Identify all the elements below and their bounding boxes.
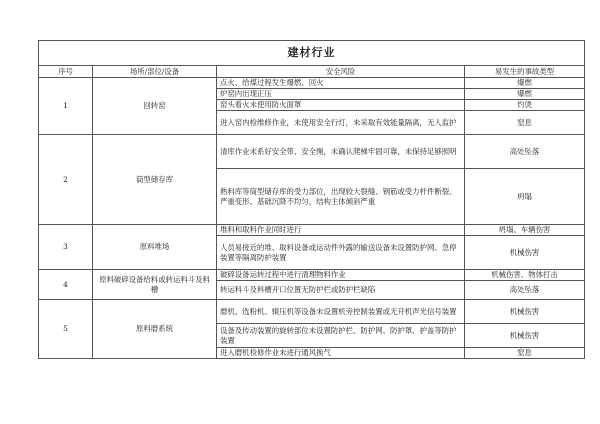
table-row (39, 270, 585, 281)
accident-cell: 坍塌、车辆伤害 (465, 225, 585, 236)
risk-cell: 进入磨机检修作业未进行通风换气 (217, 348, 465, 359)
risk-table (38, 40, 585, 359)
risk-cell: 熟料库等筒型储存库的受力部位，出现较大裂缝、钢筋或受力杆件断裂、严重变形、基础沉降不均匀，结构主体倾斜严重 (217, 169, 465, 225)
accident-cell: 机械伤害 (465, 236, 585, 270)
place-cell: 回转窑 (93, 78, 217, 135)
accident-cell: 机械伤害 (465, 300, 585, 324)
accident-cell: 窒息 (465, 111, 585, 135)
row-number: 5 (39, 300, 93, 359)
row-number: 4 (39, 270, 93, 300)
accident-cell: 坍塌 (465, 169, 585, 225)
risk-sheet (38, 40, 584, 359)
risk-cell: 点火、给煤过程发生爆燃、回火 (217, 78, 465, 89)
risk-cell: 堆料和取料作业同时进行 (217, 225, 465, 236)
risk-cell: 设备及传动装置的旋转部位未设置防护栏、防护网、防护罩、护盖等防护装置 (217, 324, 465, 348)
accident-cell: 爆燃 (465, 89, 585, 100)
place-cell: 原料破碎设备给料或转运料斗及料槽 (93, 270, 217, 300)
risk-cell: 炉窑内出现正压 (217, 89, 465, 100)
accident-cell: 高处坠落 (465, 135, 585, 169)
accident-cell: 机械伤害、物体打击 (465, 270, 585, 281)
header-no: 序号 (39, 66, 93, 78)
accident-cell: 爆燃 (465, 78, 585, 89)
accident-cell: 窒息 (465, 348, 585, 359)
table-row (39, 135, 585, 169)
place-cell: 筒型储存库 (93, 135, 217, 225)
accident-cell: 灼烫 (465, 100, 585, 111)
header-place: 场所/部位/设备 (93, 66, 217, 78)
place-cell: 原料堆场 (93, 225, 217, 270)
row-number: 3 (39, 225, 93, 270)
sheet-title: 建材行业 (39, 41, 585, 66)
table-row (39, 225, 585, 236)
header-accident: 易发生的事故类型 (465, 66, 585, 78)
header-row (39, 66, 585, 78)
title-row (39, 41, 585, 66)
accident-cell: 机械伤害 (465, 324, 585, 348)
table-row (39, 78, 585, 89)
place-cell: 原料磨系统 (93, 300, 217, 359)
table-row (39, 300, 585, 324)
row-number: 1 (39, 78, 93, 135)
risk-cell: 清库作业未系好安全带、安全绳，未确认爬梯牢固可靠，未保持足够照明 (217, 135, 465, 169)
accident-cell: 高处坠落 (465, 281, 585, 300)
risk-cell: 破碎设备运转过程中进行清理物料作业 (217, 270, 465, 281)
risk-cell: 转运料斗及料槽开口位置无防护栏或防护栏缺陷 (217, 281, 465, 300)
risk-cell: 进入窑内检维修作业，未使用安全行灯，未采取有效能量隔离，无人监护 (217, 111, 465, 135)
row-number: 2 (39, 135, 93, 225)
risk-cell: 窑头看火未使用防火面罩 (217, 100, 465, 111)
risk-cell: 磨机、选粉机、辊压机等设备未设置机旁控制装置或无开机声光信号装置 (217, 300, 465, 324)
header-risk: 安全风险 (217, 66, 465, 78)
risk-cell: 人员易接近的堆、取料设备或运动件外露的输送设备未设置防护网、急停装置等隔离防护装置 (217, 236, 465, 270)
